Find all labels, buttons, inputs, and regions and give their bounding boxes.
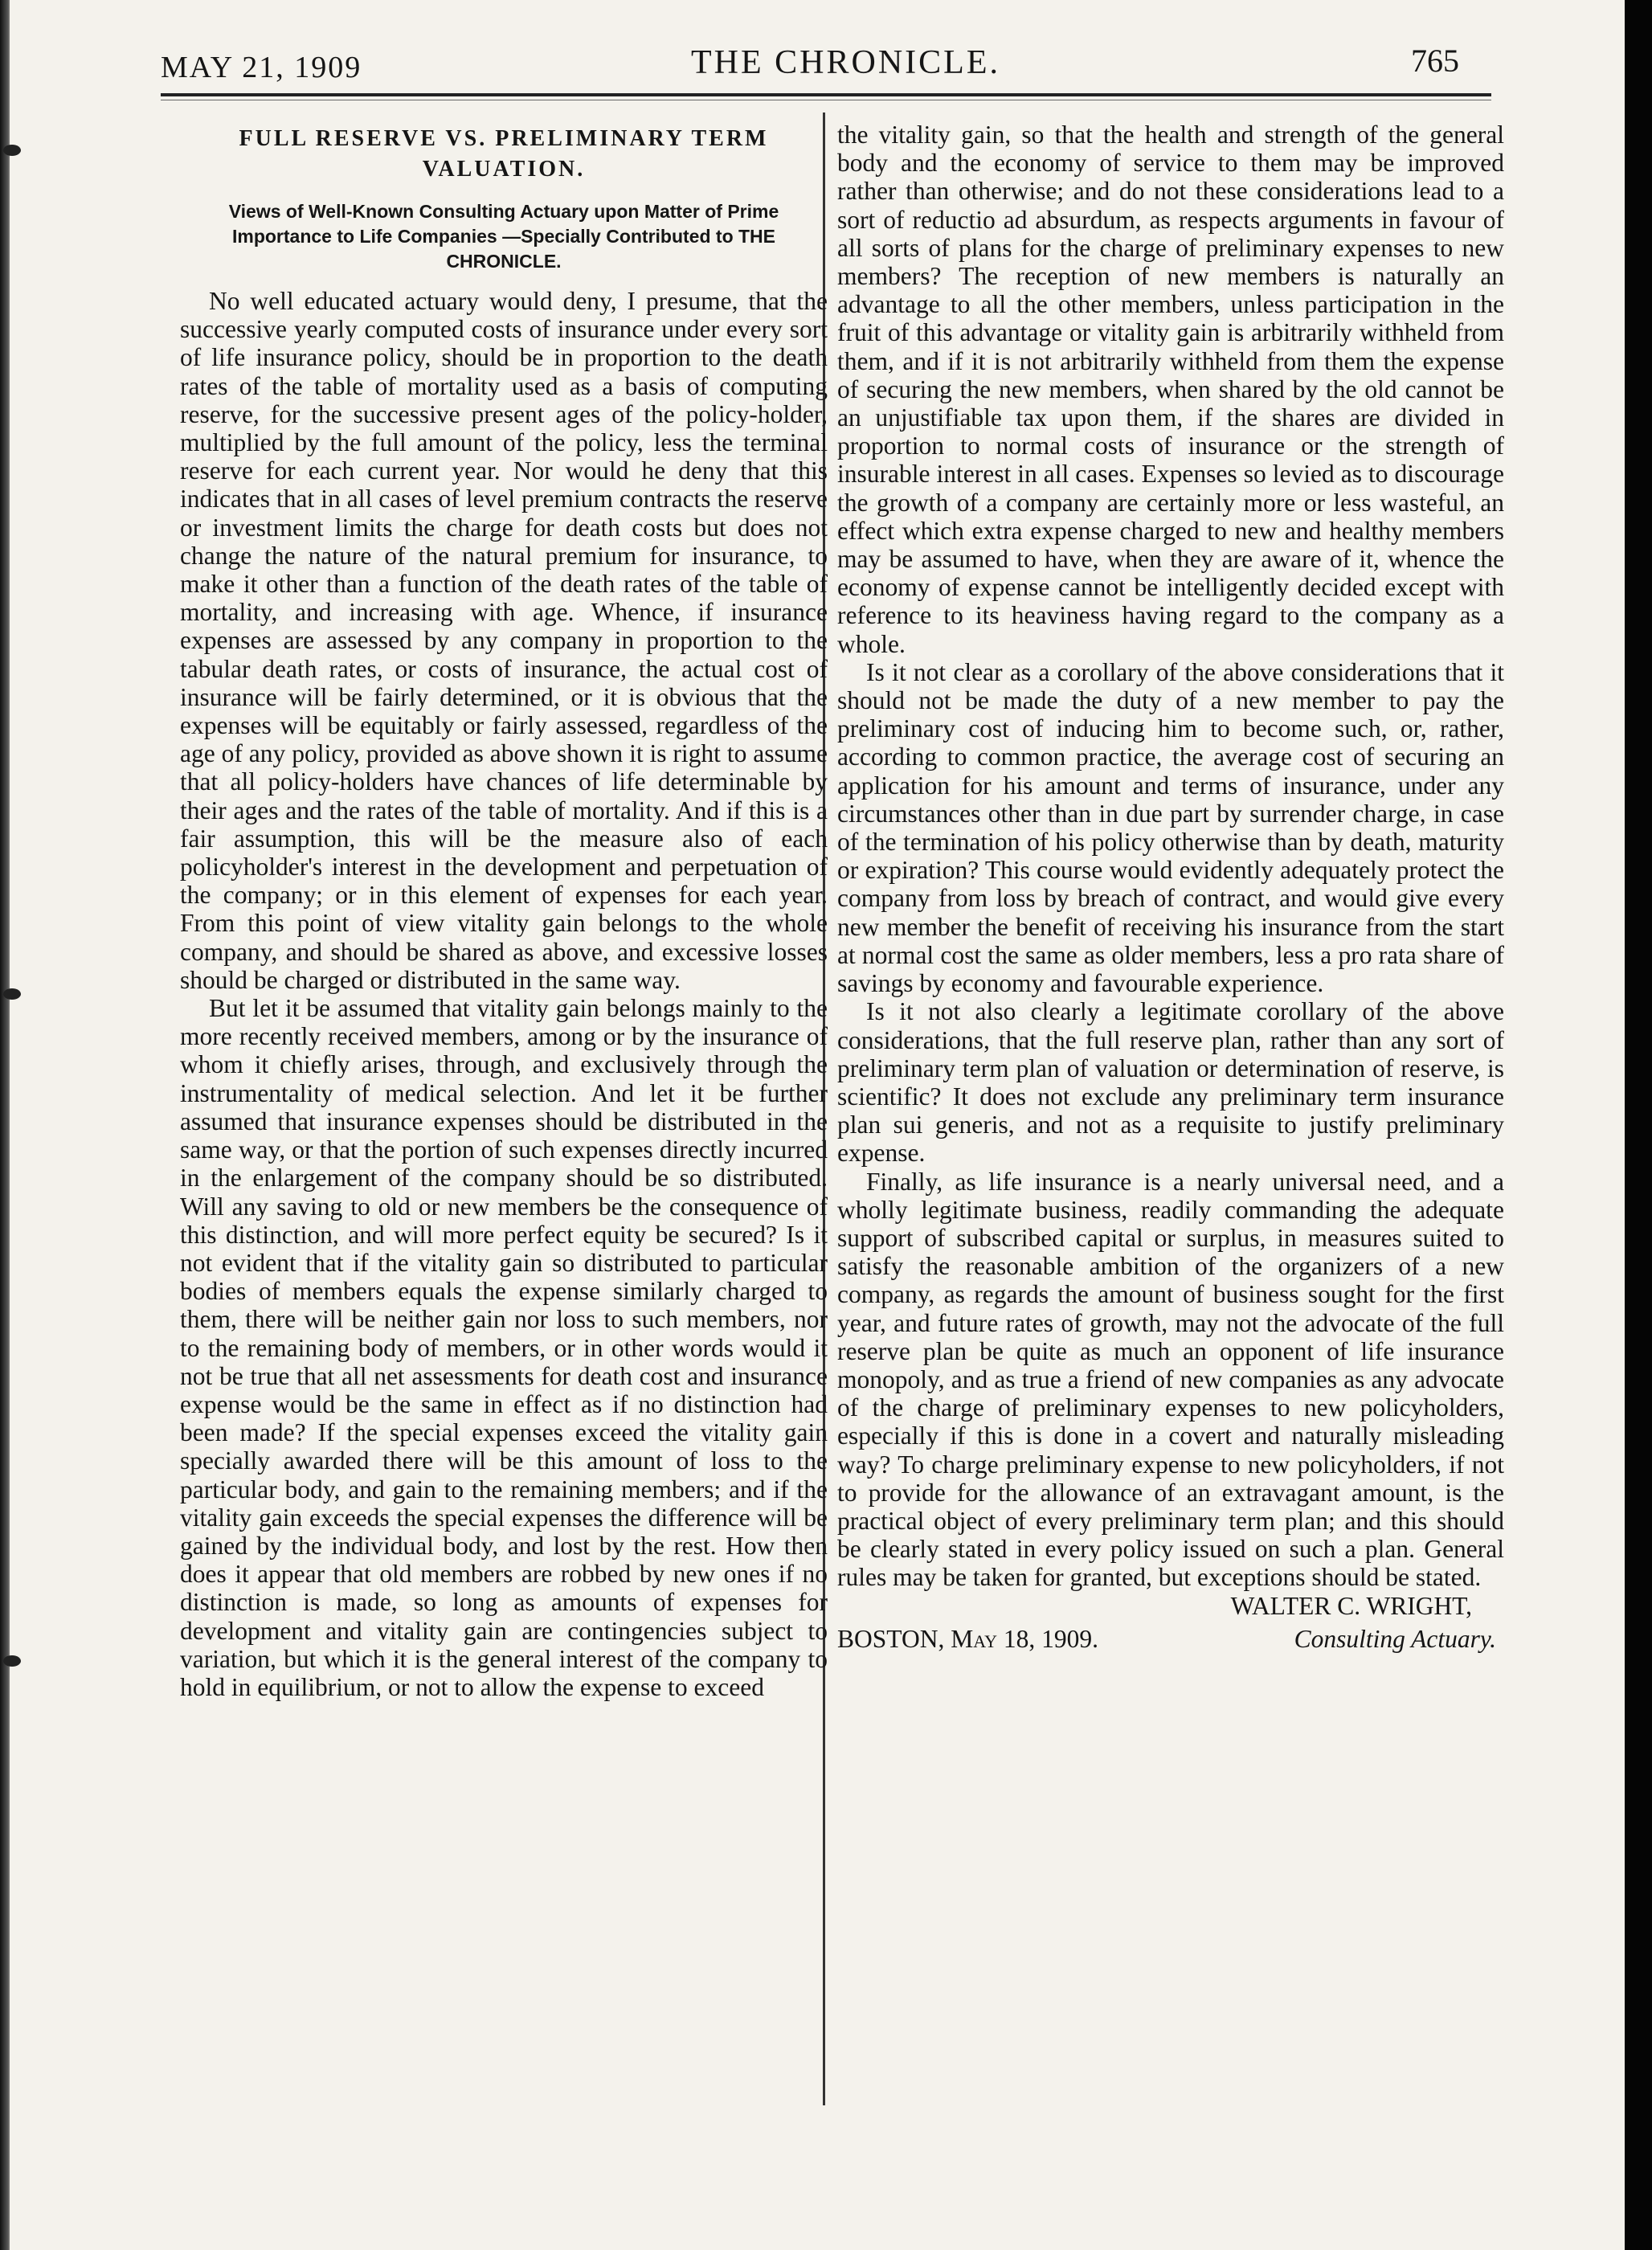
binding-marks	[3, 121, 27, 1728]
signature-line	[837, 1592, 1504, 1620]
paragraph: But let it be assumed that vitality gain belongs mainly to the more recently received members, among or by the insurance of whom it chiefly arises, through, and exclusively through the instrumentality of medical selection. And let it be further assumed that insurance expenses should be distributed in the same way, or that the portion of such expenses directly incurred in the enlargement of the company should be so distributed. Will any saving to old or new members be the consequence of this distinction, and will more perfect equity be secured? Is it not evident that if the vitality gain so distributed to particular bodies of members equals the expense similarly charged to them, there will be neither gain nor loss to such members, nor to the remaining body of members, or in other words would it not be true that all net assessments for death cost and insurance expense would be the same in effect as if no distinction had been made? If the special expenses exceed the vitality gain specially awarded there will be this amount of loss to the particular body, and gain to the remaining members; and if the vitality gain exceeds the special expenses the difference will be gained by the individual body, and lost by the rest. How then does it appear that old members are robbed by new ones if no distinction is made, so long as amounts of expenses for development and vitality gain are contingencies subject to variation, but which it is the general interest of the company to hold in equilibrium, or not to allow the expense to exceed	[180, 994, 828, 1701]
binding-hole	[3, 1655, 21, 1667]
page-header	[10, 0, 1625, 88]
paragraph: Is it not clear as a corollary of the above considerations that it should not be made the duty of a new member to pay the preliminary cost of inducing him to become such, or, rather, according to common practice, the average cost of securing an application for his amount and terms of insurance, under any circumstances other than in due part by surrender charge, in case of the termination of his policy otherwise than by death, maturity or expiration? This course would evidently adequately protect the company from loss by breach of contract, and would give every new member the benefit of receiving his insurance from the start at normal cost the same as older members, less a pro rata share of savings by economy and favourable experience.	[837, 657, 1504, 998]
newspaper-page	[10, 0, 1625, 2250]
paragraph: No well educated actuary would deny, I presume, that the successive yearly computed costs of insurance under every sort of life insurance policy, should be in proportion to the death rates of the table of mortality used as a basis of computing reserve, for the successive present ages of the policy-holder, multiplied by the full amount of the policy, less the terminal reserve for each current year. Nor would he deny that this indicates that in all cases of level premium contracts the reserve or investment limits the charge for death costs but does not change the nature of the natural premium for insurance, to make it other than a function of the death rates of the table of mortality, and increasing with age. Whence, if insurance expenses are assessed by any company in proportion to the tabular death rates, or costs of insurance, the actual cost of insurance will be fairly determined, or it is obvious that the expenses will be equitably or fairly assessed, regardless of the age of any policy, provided as above shown it is right to assume that all policy-holders have chances of life determinable by their ages and the rates of the table of mortality. And if this is a fair assumption, this will be the measure also of each policyholder's interest in the development and perpetuation of the company; or in this element of expenses for each year. From this point of view vitality gain belongs to the whole company, and should be shared as above, and excessive losses should be charged or distributed in the same way.	[180, 287, 828, 994]
paragraph: the vitality gain, so that the health and strength of the general body and the economy of service to them may be improved rather than otherwise; and do not these considerations lead to a sort of reductio ad absurdum, as respects arguments in favour of all sorts of plans for the charge of preliminary expenses to new members? The reception of new members is naturally an advantage to all the other members, unless participation in the fruit of this advantage or vitality gain is arbitrarily withheld from them, and if it is not arbitrarily withheld from them the expense of securing the new members, when shared by the old cannot be an unjustifiable tax upon them, if the shares are divided in proportion to normal costs of insurance or the strength of insurable interest in all cases. Expenses so levied as to discourage the growth of a company are certainly more or less wasteful, an effect which extra expense charged to new and healthy members may be assumed to have, when they are aware of it, whence the economy of expense cannot be intelligently decided except with reference to its heaviness having regard to the company as a whole.	[837, 121, 1504, 658]
paragraph: Is it not also clearly a legitimate corollary of the above considerations, that the full reserve plan, rather than any sort of preliminary term plan of valuation or determination of reserve, is scientific? It does not exclude any preliminary term insurance plan sui generis, and not as a requisite to justify preliminary expense.	[837, 997, 1504, 1168]
issue-date: MAY 21, 1909	[161, 51, 362, 84]
left-column	[180, 121, 828, 1701]
binding-hole	[3, 145, 21, 156]
dateline	[837, 1625, 1504, 1653]
header-rule	[161, 93, 1491, 96]
right-column	[837, 121, 1504, 1653]
article-subtitle: Views of Well-Known Consulting Actuary upon Matter of Prime Importance to Life Companies —Specially Contributed to THE CHRONICLE.	[228, 201, 779, 272]
article-title: FULL RESERVE VS. PRELIMINARY TERM VALUATION.	[239, 126, 769, 182]
signer-title: Consulting Actuary.	[1294, 1624, 1496, 1653]
paragraph: Finally, as life insurance is a nearly universal need, and a wholly legitimate business, readily commanding the adequate support of subscribed capital or surplus, in measures suited to satisfy the reasonable ambition of the organizers of a new company, as regards the amount of business sought for the first year, and future rates of growth, may not the advocate of the full reserve plan be quite as much an opponent of life insurance monopoly, and as true a friend of new companies as any advocate of the charge of preliminary expenses to new policyholders, especially if this is done in a covert and naturally misleading way? To charge preliminary expense to new policyholders, if not to provide for the allowance of an extravagant amount, is the practical object of every preliminary term plan; and this should be clearly stated in every policy issued on such a plan. General rules may be taken for granted, but exceptions should be stated.	[837, 1167, 1504, 1592]
publication-title: THE CHRONICLE.	[691, 44, 1000, 81]
signer-name: WALTER C. WRIGHT,	[1230, 1591, 1472, 1620]
binding-hole	[3, 988, 21, 1000]
place-date: BOSTON, May 18, 1909.	[837, 1624, 1098, 1653]
page-number: 765	[1411, 43, 1459, 79]
